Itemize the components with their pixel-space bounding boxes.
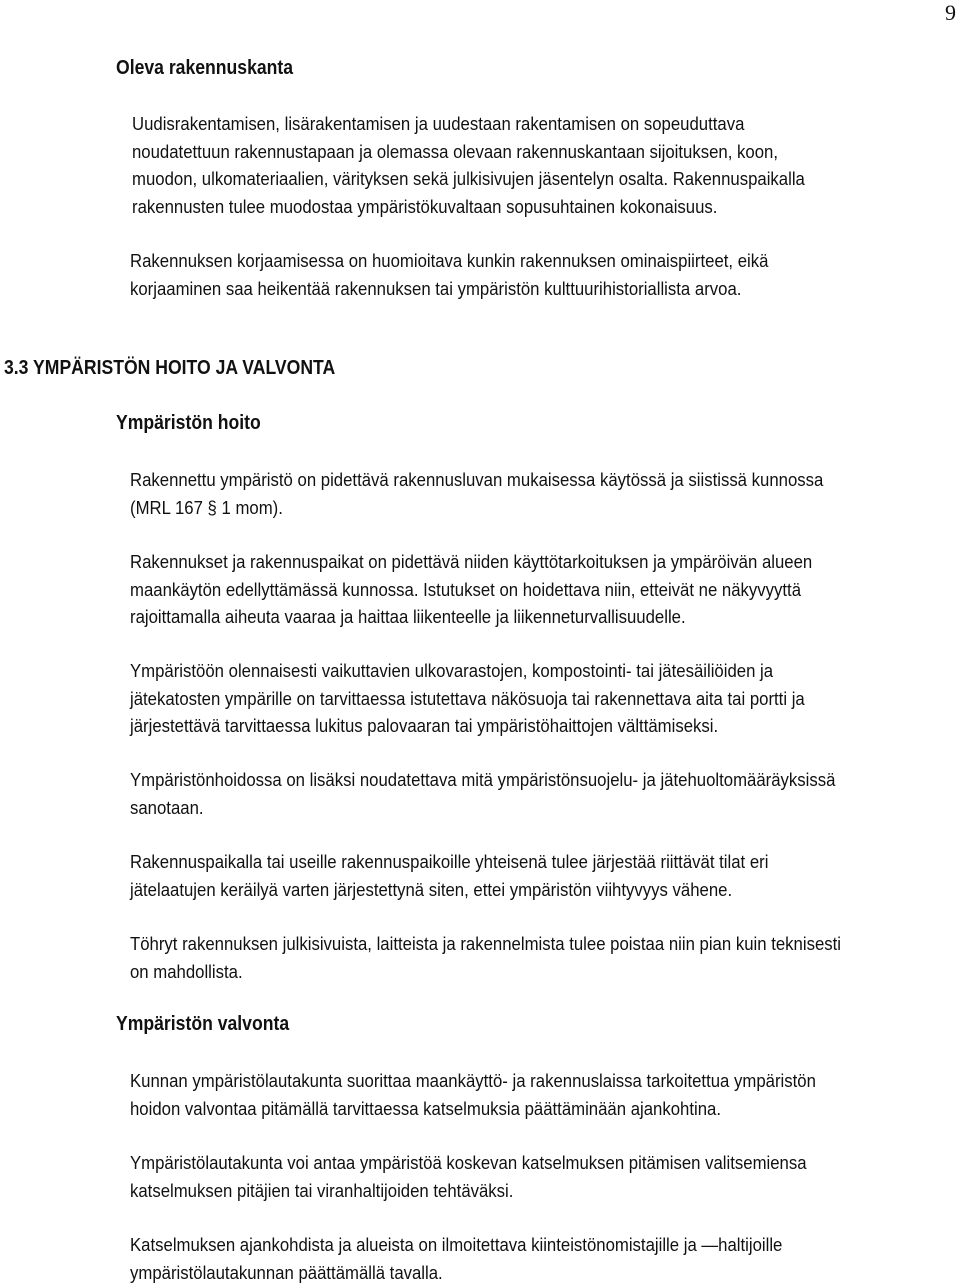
subheading-ympariston-valvonta: Ympäristön valvonta bbox=[116, 1011, 289, 1038]
paragraph-rakennettu-ymparisto bbox=[130, 466, 823, 521]
text-line: järjestettävä tarvittaessa lukitus palovaaran tai ympäristöhaittojen välttämiseksi. bbox=[130, 712, 805, 740]
paragraph-ymparistonhoito bbox=[130, 766, 835, 821]
page-number: 9 bbox=[945, 0, 956, 26]
paragraph-rakennuspaikat bbox=[130, 548, 812, 631]
text-line: Ympäristönhoidossa on lisäksi noudatettava mitä ympäristönsuojelu- ja jätehuoltomääräyksissä bbox=[130, 766, 835, 794]
text-line: Ympäristöön olennaisesti vaikuttavien ulkovarastojen, kompostointi- tai jätesäiliöiden ja bbox=[130, 657, 805, 685]
text-line: Katselmuksen ajankohdista ja alueista on ilmoitettava kiinteistönomistajille ja —haltijoille bbox=[130, 1231, 782, 1259]
paragraph-ymparistolautakunta-valvonta bbox=[130, 1067, 816, 1122]
paragraph-uudisrakentaminen bbox=[132, 110, 805, 220]
text-line: on mahdollista. bbox=[130, 958, 841, 986]
text-line: rakennusten tulee muodostaa ympäristökuvaltaan sopusuhtainen kokonaisuus. bbox=[132, 193, 805, 221]
paragraph-ulkovarastot bbox=[130, 657, 805, 740]
paragraph-tohryt bbox=[130, 930, 841, 985]
text-line: Töhryt rakennuksen julkisivuista, laitteista ja rakennelmista tulee poistaa niin pian kuin teknisesti bbox=[130, 930, 841, 958]
paragraph-jatelaadut bbox=[130, 848, 768, 903]
subheading-ympariston-hoito: Ympäristön hoito bbox=[116, 410, 261, 437]
text-line: jätelaatujen keräilyä varten järjestettynä siten, ettei ympäristön viihtyvyys vähene. bbox=[130, 876, 768, 904]
text-line: muodon, ulkomateriaalien, värityksen sekä julkisivujen jäsentelyn osalta. Rakennuspaikalla bbox=[132, 165, 805, 193]
text-line: korjaaminen saa heikentää rakennuksen tai ympäristön kulttuurihistoriallista arvoa. bbox=[130, 275, 768, 303]
paragraph-katselmuksen-ajankohdat bbox=[130, 1231, 782, 1286]
text-line: Ympäristölautakunta voi antaa ympäristöä koskevan katselmuksen pitämisen valitsemiensa bbox=[130, 1149, 807, 1177]
text-line: Rakennuksen korjaamisessa on huomioitava kunkin rakennuksen ominaispiirteet, eikä bbox=[130, 247, 768, 275]
text-line: Uudisrakentamisen, lisärakentamisen ja uudestaan rakentamisen on sopeuduttava bbox=[132, 110, 805, 138]
text-line: katselmuksen pitäjien tai viranhaltijoiden tehtäväksi. bbox=[130, 1177, 807, 1205]
text-line: maankäytön edellyttämässä kunnossa. Istutukset on hoidettava niin, etteivät ne näkyvyyttä bbox=[130, 576, 812, 604]
text-line: noudatettuun rakennustapaan ja olemassa olevaan rakennuskantaan sijoituksen, koon, bbox=[132, 138, 805, 166]
text-line: Rakennettu ympäristö on pidettävä rakennusluvan mukaisessa käytössä ja siistissä kunnossa bbox=[130, 466, 823, 494]
paragraph-korjaaminen bbox=[130, 247, 768, 302]
section-heading-3-3: 3.3 YMPÄRISTÖN HOITO JA VALVONTA bbox=[4, 355, 335, 382]
text-line: Rakennukset ja rakennuspaikat on pidettävä niiden käyttötarkoituksen ja ympäröivän alueen bbox=[130, 548, 812, 576]
text-line: hoidon valvontaa pitämällä tarvittaessa katselmuksia päättäminään ajankohtina. bbox=[130, 1095, 816, 1123]
text-line: jätekatosten ympärille on tarvittaessa istutettava näkösuoja tai rakennettava aita tai portti ja bbox=[130, 685, 805, 713]
paragraph-katselmuksen-pitaminen bbox=[130, 1149, 807, 1204]
text-line: ympäristölautakunnan päättämällä tavalla. bbox=[130, 1259, 782, 1286]
heading-oleva-rakennuskanta: Oleva rakennuskanta bbox=[116, 55, 293, 82]
text-line: sanotaan. bbox=[130, 794, 835, 822]
text-line: rajoittamalla aiheuta vaaraa ja haittaa liikenteelle ja liikenneturvallisuudelle. bbox=[130, 603, 812, 631]
text-line: Kunnan ympäristölautakunta suorittaa maankäyttö- ja rakennuslaissa tarkoitettua ympäristön bbox=[130, 1067, 816, 1095]
text-line: Rakennuspaikalla tai useille rakennuspaikoille yhteisenä tulee järjestää riittävät tilat eri bbox=[130, 848, 768, 876]
text-line: (MRL 167 § 1 mom). bbox=[130, 494, 823, 522]
